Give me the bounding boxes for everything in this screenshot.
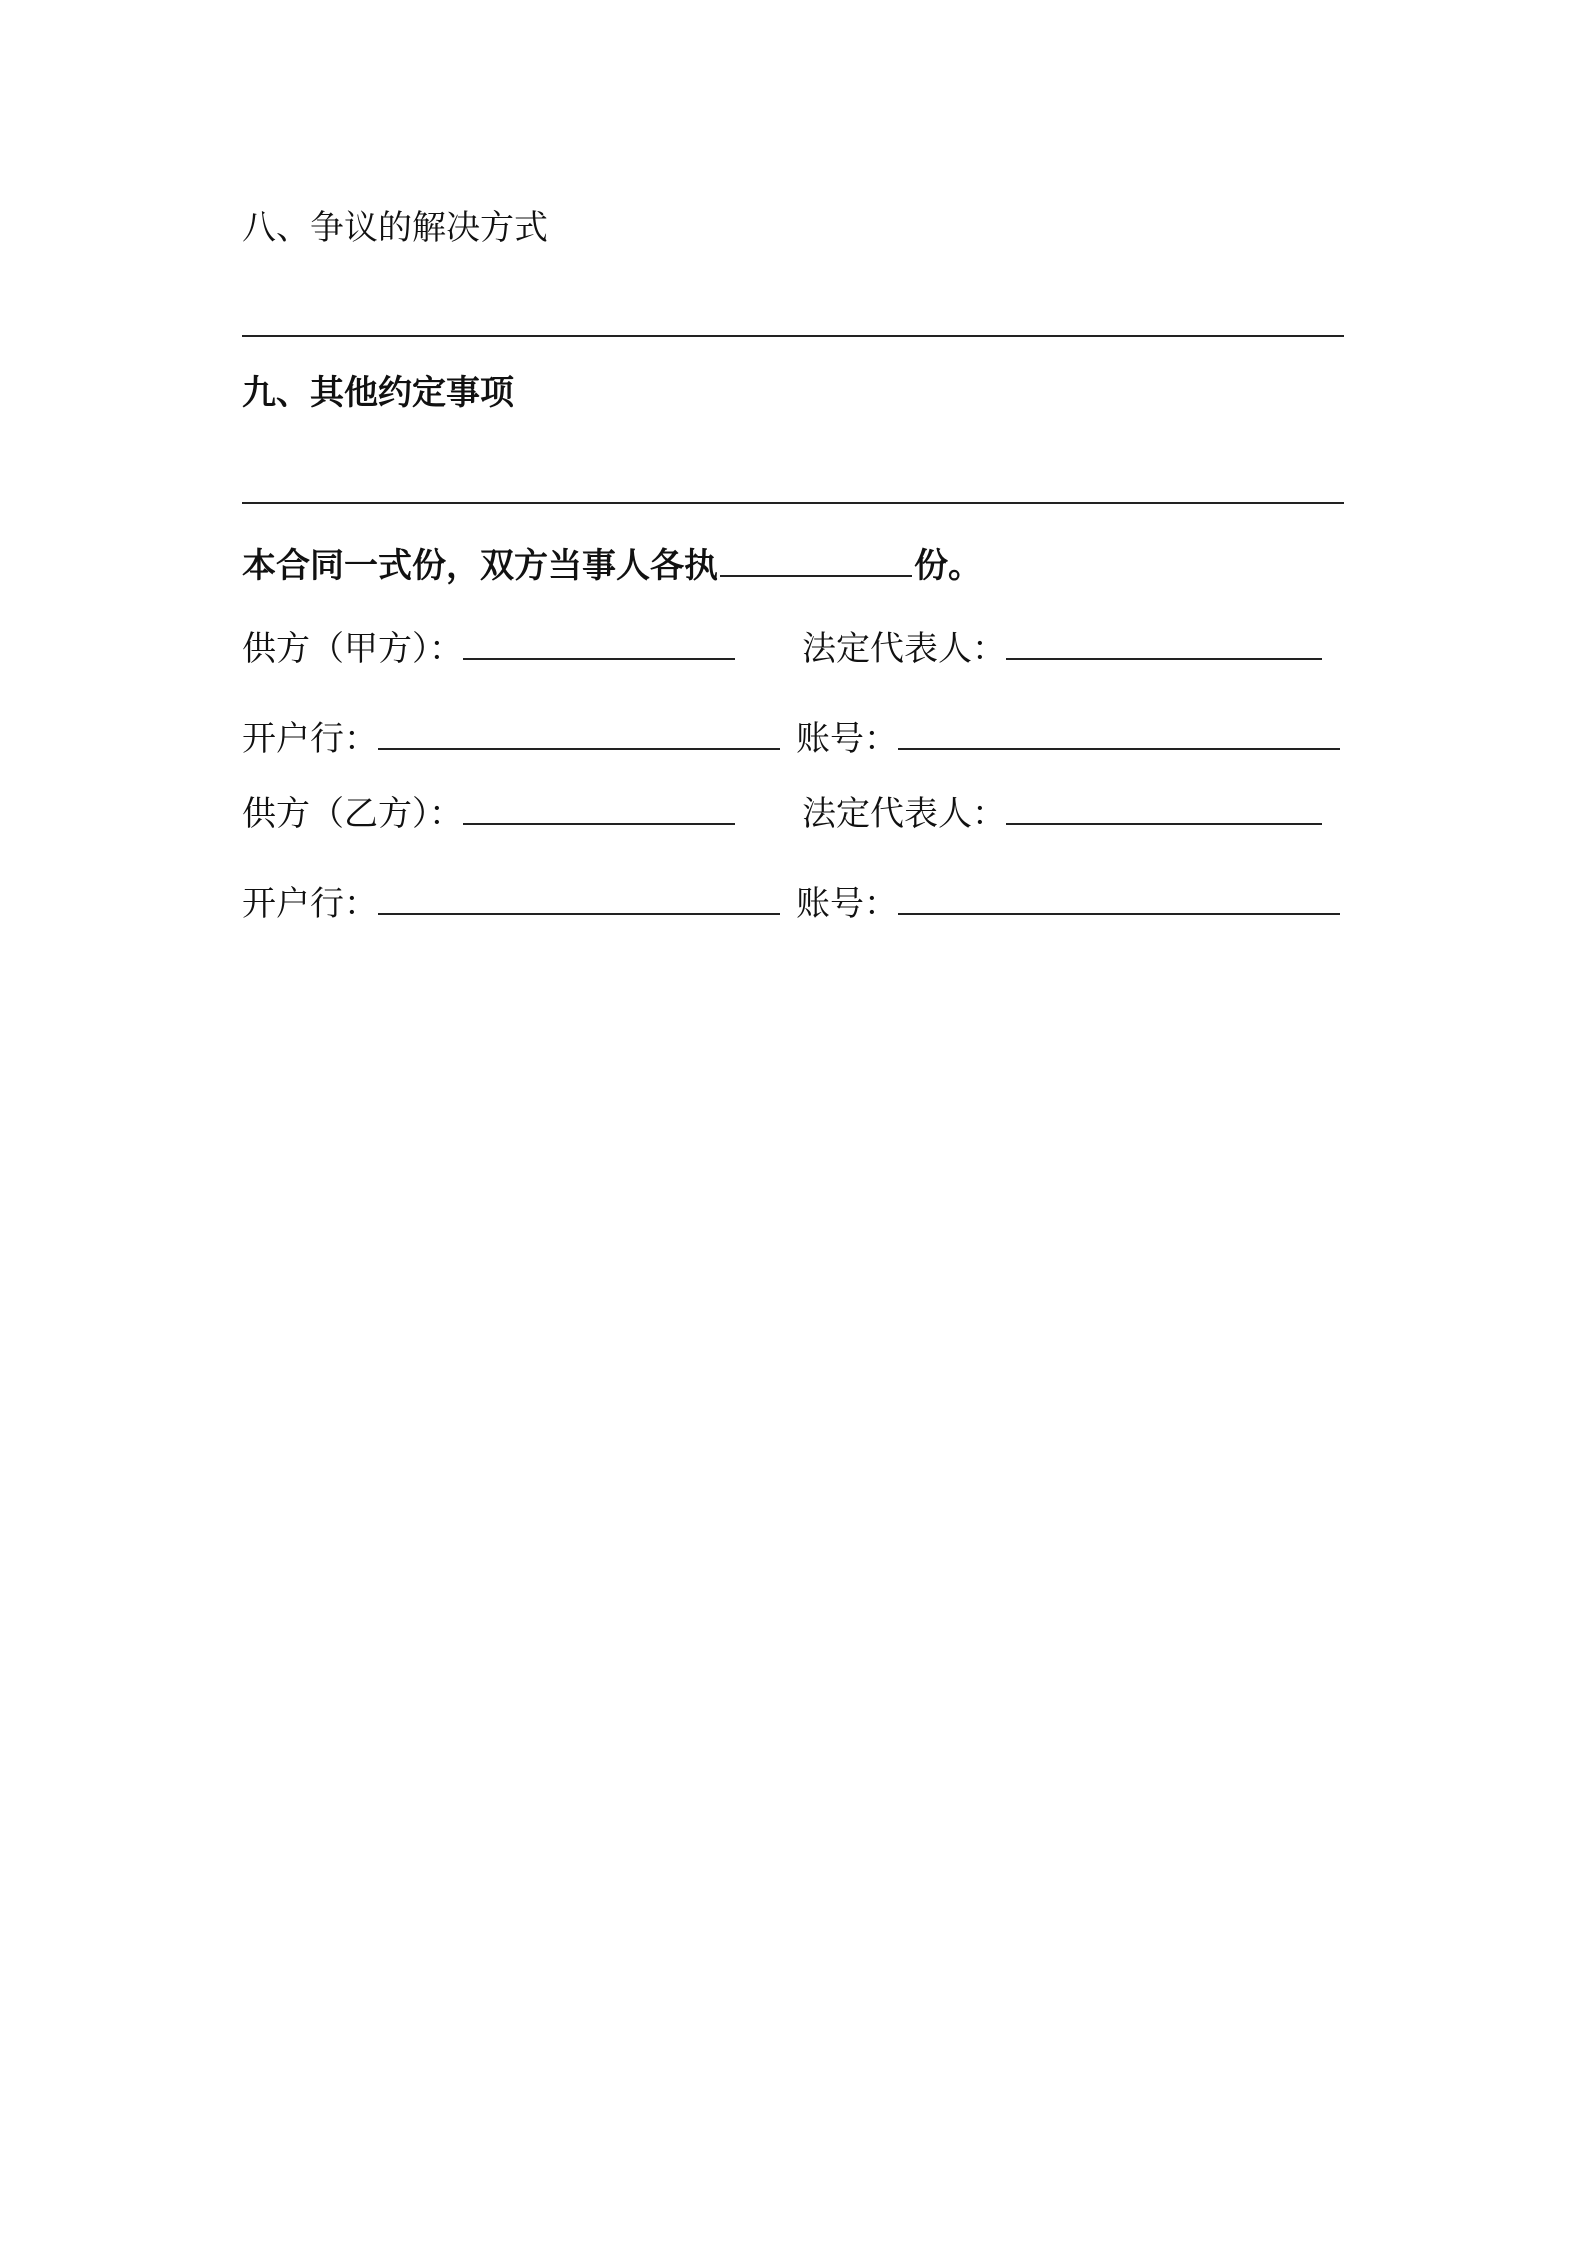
party-a-account-label: 账号： [796, 719, 898, 759]
copies-statement [242, 545, 982, 586]
copies-suffix: 份。 [914, 546, 982, 586]
party-b-account-field [796, 883, 1340, 924]
party-b-rep-field [802, 793, 1322, 834]
party-a-blank[interactable] [463, 628, 735, 660]
party-b-rep-label: 法定代表人： [802, 794, 1006, 834]
party-b-bank-label: 开户行： [242, 884, 378, 924]
party-a-account-blank[interactable] [898, 718, 1340, 750]
fill-in-line-other[interactable] [242, 502, 1344, 504]
party-a-rep-field [802, 628, 1322, 669]
party-a-bank-field [242, 718, 780, 759]
party-a-rep-blank[interactable] [1006, 628, 1322, 660]
party-a-label: 供方（甲方）： [242, 629, 463, 669]
fill-in-line-dispute[interactable] [242, 335, 1344, 337]
section-heading-other [242, 373, 514, 413]
party-a-name-field [242, 628, 735, 669]
copies-prefix: 本合同一式份，双方当事人各执 [242, 546, 718, 586]
party-b-account-label: 账号： [796, 884, 898, 924]
copies-blank[interactable] [720, 545, 912, 577]
party-a-rep-label: 法定代表人： [802, 629, 1006, 669]
party-b-rep-blank[interactable] [1006, 793, 1322, 825]
party-b-name-field [242, 793, 735, 834]
party-b-blank[interactable] [463, 793, 735, 825]
section-title: 八、争议的解决方式 [242, 208, 548, 248]
party-b-account-blank[interactable] [898, 883, 1340, 915]
section-title: 九、其他约定事项 [242, 373, 514, 413]
party-a-bank-blank[interactable] [378, 718, 780, 750]
party-b-bank-field [242, 883, 780, 924]
party-a-account-field [796, 718, 1340, 759]
party-a-bank-label: 开户行： [242, 719, 378, 759]
party-b-bank-blank[interactable] [378, 883, 780, 915]
party-b-label: 供方（乙方）： [242, 794, 463, 834]
section-heading-dispute [242, 208, 548, 248]
